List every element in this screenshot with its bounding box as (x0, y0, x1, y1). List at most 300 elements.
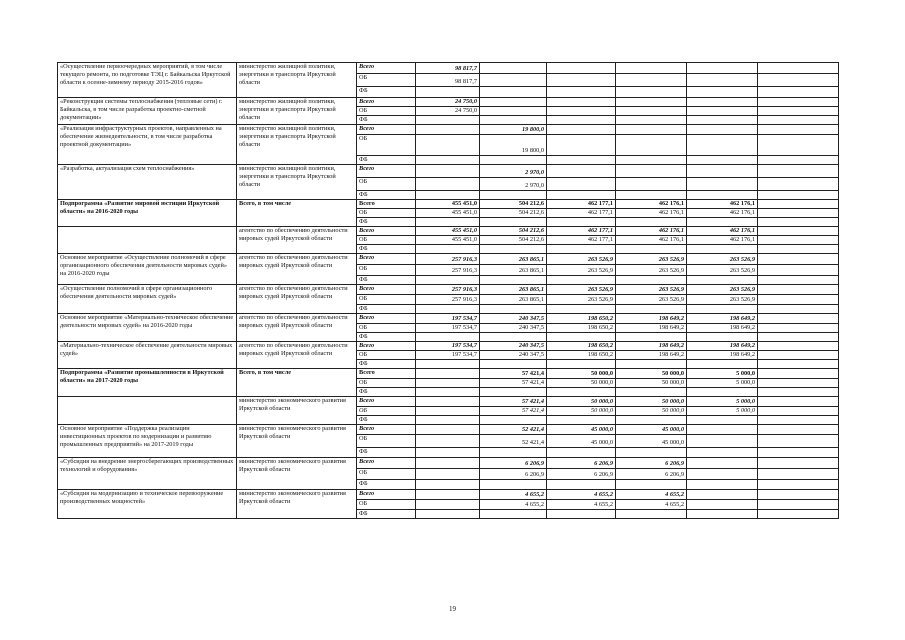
amount-cell (416, 379, 480, 388)
executor-cell: агентство по обеспечению деятельности мировых судей Иркутской области (237, 342, 357, 369)
amount-cell: 462 176,1 (616, 236, 687, 245)
amount-cell (547, 74, 616, 87)
amount-cell (416, 490, 480, 500)
amount-cell (687, 116, 758, 125)
amount-cell (547, 107, 616, 116)
amount-cell (616, 125, 687, 135)
amount-cell: 5 000,0 (687, 407, 758, 416)
funding-source-cell: ОБ (357, 324, 416, 333)
amount-cell: 198 650,2 (547, 342, 616, 351)
amount-cell (416, 305, 480, 314)
table-row (58, 200, 839, 209)
funding-source-cell: ОБ (357, 407, 416, 416)
amount-cell (547, 63, 616, 74)
amount-cell (687, 165, 758, 178)
amount-cell: 198 649,2 (616, 324, 687, 333)
amount-cell (616, 245, 687, 254)
amount-cell (616, 135, 687, 156)
amount-cell: 198 649,2 (687, 351, 758, 360)
funding-source-cell: ОБ (357, 435, 416, 448)
amount-cell (758, 333, 839, 342)
executor-cell: министерство экономического развития Иркутской области (237, 490, 357, 519)
funding-source-cell: Всего (357, 458, 416, 469)
amount-cell (687, 490, 758, 500)
amount-cell: 263 526,9 (547, 285, 616, 295)
amount-cell: 263 526,9 (616, 285, 687, 295)
amount-cell: 263 865,1 (480, 295, 547, 305)
budget-table (57, 62, 839, 519)
amount-cell: 455 451,0 (416, 200, 480, 209)
table-row (58, 397, 839, 407)
amount-cell (687, 360, 758, 369)
amount-cell (758, 265, 839, 276)
amount-cell (687, 218, 758, 227)
amount-cell (687, 458, 758, 469)
amount-cell: 263 526,9 (547, 265, 616, 276)
amount-cell (480, 107, 547, 116)
amount-cell (547, 191, 616, 200)
amount-cell: 45 000,0 (547, 435, 616, 448)
amount-cell (480, 360, 547, 369)
amount-cell (480, 63, 547, 74)
measure-name-cell: Основное мероприятие «Материально-техническое обеспечение деятельности мировых судей» на 2016-2020 годы (58, 314, 237, 342)
amount-cell: 240 347,5 (480, 324, 547, 333)
funding-source-cell: Всего (357, 254, 416, 265)
funding-source-cell: Всего (357, 397, 416, 407)
measure-name-cell: «Осуществление полномочий в сфере организационного обеспечения деятельности мировых судей» (58, 285, 237, 314)
amount-cell (758, 407, 839, 416)
amount-cell (416, 435, 480, 448)
amount-cell (758, 388, 839, 397)
amount-cell (547, 116, 616, 125)
amount-cell: 2 970,0 (480, 165, 547, 178)
amount-cell: 57 421,4 (480, 369, 547, 379)
amount-cell (687, 178, 758, 191)
executor-cell: агентство по обеспечению деятельности мировых судей Иркутской области (237, 254, 357, 285)
amount-cell: 24 750,0 (416, 107, 480, 116)
amount-cell: 462 176,1 (616, 227, 687, 236)
amount-cell (758, 125, 839, 135)
funding-source-cell: Всего (357, 425, 416, 435)
table-row (58, 314, 839, 324)
amount-cell: 504 212,6 (480, 227, 547, 236)
amount-cell (758, 276, 839, 285)
amount-cell: 50 000,0 (616, 379, 687, 388)
amount-cell (758, 369, 839, 379)
amount-cell (758, 227, 839, 236)
amount-cell (547, 98, 616, 107)
amount-cell: 240 347,5 (480, 342, 547, 351)
measure-name-cell: Подпрограмма «Развитие мировой юстиции Иркутской области» на 2016-2020 годы (58, 200, 237, 227)
amount-cell (687, 156, 758, 165)
amount-cell (687, 125, 758, 135)
amount-cell (416, 218, 480, 227)
amount-cell: 57 421,4 (480, 397, 547, 407)
amount-cell (687, 500, 758, 510)
amount-cell (687, 480, 758, 490)
amount-cell (616, 218, 687, 227)
amount-cell (480, 245, 547, 254)
amount-cell (416, 369, 480, 379)
amount-cell (687, 107, 758, 116)
amount-cell: 263 526,9 (616, 265, 687, 276)
amount-cell (616, 156, 687, 165)
amount-cell: 198 650,2 (547, 324, 616, 333)
amount-cell (547, 510, 616, 519)
amount-cell: 462 177,1 (547, 209, 616, 218)
amount-cell: 45 000,0 (616, 435, 687, 448)
amount-cell: 197 534,7 (416, 342, 480, 351)
funding-source-cell: ОБ (357, 469, 416, 480)
amount-cell (687, 245, 758, 254)
amount-cell (687, 435, 758, 448)
amount-cell (416, 178, 480, 191)
amount-cell (758, 448, 839, 458)
amount-cell: 4 655,2 (616, 490, 687, 500)
amount-cell (416, 397, 480, 407)
measure-name-cell: «Осуществление первоочередных мероприятий, в том числе текущего ремонта, по подготовке ТЭЦ г. Байкальска Иркутской области к осенне-зимнему периоду 2015-2016 годов» (58, 63, 237, 98)
amount-cell (758, 379, 839, 388)
amount-cell (616, 276, 687, 285)
funding-source-cell: ОБ (357, 295, 416, 305)
amount-cell (758, 178, 839, 191)
amount-cell (416, 360, 480, 369)
amount-cell (758, 500, 839, 510)
amount-cell (547, 480, 616, 490)
amount-cell: 50 000,0 (616, 407, 687, 416)
funding-source-cell: Всего (357, 314, 416, 324)
amount-cell (687, 98, 758, 107)
amount-cell (547, 360, 616, 369)
table-row (58, 342, 839, 351)
funding-source-cell: ФБ (357, 87, 416, 98)
funding-source-cell: ОБ (357, 379, 416, 388)
amount-cell (758, 397, 839, 407)
amount-cell (758, 351, 839, 360)
amount-cell (616, 98, 687, 107)
amount-cell (616, 480, 687, 490)
table-row (58, 425, 839, 435)
amount-cell (758, 425, 839, 435)
amount-cell (687, 87, 758, 98)
amount-cell: 197 534,7 (416, 314, 480, 324)
table-row (58, 285, 839, 295)
funding-source-cell: ФБ (357, 276, 416, 285)
amount-cell: 50 000,0 (616, 369, 687, 379)
executor-cell: агентство по обеспечению деятельности мировых судей Иркутской области (237, 314, 357, 342)
amount-cell: 504 212,6 (480, 200, 547, 209)
amount-cell: 462 176,1 (616, 200, 687, 209)
amount-cell: 257 916,3 (416, 285, 480, 295)
amount-cell: 4 655,2 (480, 500, 547, 510)
amount-cell (758, 254, 839, 265)
funding-source-cell: ФБ (357, 388, 416, 397)
amount-cell: 462 177,1 (547, 236, 616, 245)
amount-cell (480, 388, 547, 397)
executor-cell: министерство жилищной политики, энергетики и транспорта Иркутской области (237, 98, 357, 125)
amount-cell (687, 510, 758, 519)
measure-name-cell (58, 397, 237, 425)
amount-cell (616, 333, 687, 342)
amount-cell: 504 212,6 (480, 209, 547, 218)
funding-source-cell: ФБ (357, 156, 416, 165)
amount-cell (480, 156, 547, 165)
amount-cell (687, 469, 758, 480)
amount-cell (687, 425, 758, 435)
amount-cell (547, 165, 616, 178)
amount-cell: 240 347,5 (480, 351, 547, 360)
amount-cell (616, 87, 687, 98)
amount-cell: 6 206,9 (480, 458, 547, 469)
amount-cell (758, 469, 839, 480)
measure-name-cell (58, 227, 237, 254)
amount-cell: 198 650,2 (547, 351, 616, 360)
amount-cell (416, 116, 480, 125)
amount-cell (758, 360, 839, 369)
amount-cell: 6 206,9 (616, 469, 687, 480)
amount-cell (416, 333, 480, 342)
table-row (58, 458, 839, 469)
executor-cell: министерство жилищной политики, энергетики и транспорта Иркутской области (237, 165, 357, 200)
amount-cell (547, 135, 616, 156)
funding-source-cell: ОБ (357, 178, 416, 191)
amount-cell: 263 526,9 (687, 285, 758, 295)
amount-cell: 257 916,3 (416, 295, 480, 305)
amount-cell (758, 191, 839, 200)
funding-source-cell: ФБ (357, 116, 416, 125)
amount-cell: 455 451,0 (416, 209, 480, 218)
funding-source-cell: ОБ (357, 265, 416, 276)
amount-cell: 263 526,9 (616, 295, 687, 305)
amount-cell: 45 000,0 (547, 425, 616, 435)
amount-cell (758, 200, 839, 209)
amount-cell: 50 000,0 (547, 379, 616, 388)
amount-cell: 45 000,0 (616, 425, 687, 435)
amount-cell (758, 324, 839, 333)
amount-cell (616, 116, 687, 125)
amount-cell (687, 448, 758, 458)
amount-cell: 50 000,0 (547, 407, 616, 416)
amount-cell: 50 000,0 (547, 397, 616, 407)
amount-cell (416, 407, 480, 416)
amount-cell (480, 480, 547, 490)
funding-source-cell: Всего (357, 285, 416, 295)
amount-cell (547, 276, 616, 285)
amount-cell (616, 74, 687, 87)
funding-source-cell: Всего (357, 125, 416, 135)
measure-name-cell: Основное мероприятие «Осуществление полномочий в сфере организационного обеспечения деятельности мировых судей» на 2016-2020 годы (58, 254, 237, 285)
amount-cell (480, 305, 547, 314)
amount-cell (416, 480, 480, 490)
funding-source-cell: ОБ (357, 236, 416, 245)
amount-cell (758, 245, 839, 254)
amount-cell: 462 176,1 (616, 209, 687, 218)
amount-cell: 263 865,1 (480, 285, 547, 295)
amount-cell (616, 191, 687, 200)
amount-cell: 24 750,0 (416, 98, 480, 107)
amount-cell: 257 916,3 (416, 254, 480, 265)
amount-cell (547, 125, 616, 135)
executor-cell: министерство жилищной политики, энергетики и транспорта Иркутской области (237, 63, 357, 98)
amount-cell (547, 305, 616, 314)
amount-cell: 57 421,4 (480, 407, 547, 416)
amount-cell (480, 74, 547, 87)
amount-cell: 50 000,0 (547, 369, 616, 379)
amount-cell (758, 74, 839, 87)
amount-cell: 4 655,2 (616, 500, 687, 510)
amount-cell: 198 650,2 (547, 314, 616, 324)
amount-cell: 263 526,9 (616, 254, 687, 265)
amount-cell (416, 245, 480, 254)
amount-cell: 197 534,7 (416, 324, 480, 333)
amount-cell: 5 000,0 (687, 369, 758, 379)
table-row (58, 369, 839, 379)
amount-cell (758, 295, 839, 305)
amount-cell: 6 206,9 (547, 469, 616, 480)
amount-cell (616, 360, 687, 369)
amount-cell (547, 87, 616, 98)
executor-cell: Всего, в том числе (237, 200, 357, 227)
executor-cell: Всего, в том числе (237, 369, 357, 397)
executor-cell: министерство экономического развития Иркутской области (237, 425, 357, 458)
amount-cell: 504 212,6 (480, 236, 547, 245)
amount-cell: 198 649,2 (687, 342, 758, 351)
amount-cell: 198 649,2 (616, 342, 687, 351)
amount-cell (758, 63, 839, 74)
amount-cell: 19 800,0 (480, 125, 547, 135)
amount-cell: 263 526,9 (547, 254, 616, 265)
amount-cell (758, 98, 839, 107)
amount-cell: 2 970,0 (480, 178, 547, 191)
amount-cell (687, 191, 758, 200)
amount-cell (480, 191, 547, 200)
amount-cell (616, 448, 687, 458)
amount-cell: 6 206,9 (480, 469, 547, 480)
funding-source-cell: ОБ (357, 209, 416, 218)
measure-name-cell: «Субсидия на внедрение энергосберегающих производственных технологий и оборудования» (58, 458, 237, 490)
amount-cell (758, 305, 839, 314)
amount-cell (416, 458, 480, 469)
amount-cell: 462 177,1 (547, 227, 616, 236)
amount-cell: 462 176,1 (687, 236, 758, 245)
amount-cell: 462 177,1 (547, 200, 616, 209)
amount-cell (416, 135, 480, 156)
amount-cell (758, 107, 839, 116)
table-body (58, 63, 839, 519)
amount-cell: 263 526,9 (687, 265, 758, 276)
amount-cell (758, 435, 839, 448)
amount-cell (547, 178, 616, 191)
amount-cell: 455 451,0 (416, 236, 480, 245)
amount-cell: 4 655,2 (547, 490, 616, 500)
amount-cell (480, 116, 547, 125)
amount-cell (616, 510, 687, 519)
funding-source-cell: ФБ (357, 448, 416, 458)
amount-cell (547, 448, 616, 458)
funding-source-cell: ОБ (357, 351, 416, 360)
amount-cell (416, 125, 480, 135)
funding-source-cell: ОБ (357, 135, 416, 156)
amount-cell (547, 333, 616, 342)
amount-cell (758, 116, 839, 125)
amount-cell (758, 87, 839, 98)
amount-cell (758, 218, 839, 227)
amount-cell: 57 421,4 (480, 379, 547, 388)
amount-cell (416, 87, 480, 98)
funding-source-cell: Всего (357, 63, 416, 74)
amount-cell: 198 649,2 (687, 324, 758, 333)
amount-cell (416, 388, 480, 397)
amount-cell: 263 865,1 (480, 254, 547, 265)
funding-source-cell: ОБ (357, 107, 416, 116)
amount-cell: 455 451,0 (416, 227, 480, 236)
funding-source-cell: ФБ (357, 360, 416, 369)
funding-source-cell: ФБ (357, 333, 416, 342)
executor-cell: министерство экономического развития Иркутской области (237, 458, 357, 490)
funding-source-cell: ОБ (357, 74, 416, 87)
amount-cell: 98 817,7 (416, 74, 480, 87)
amount-cell: 52 421,4 (480, 435, 547, 448)
amount-cell (616, 107, 687, 116)
amount-cell: 263 526,9 (687, 295, 758, 305)
amount-cell: 198 649,2 (687, 314, 758, 324)
funding-source-cell: Всего (357, 369, 416, 379)
amount-cell (416, 156, 480, 165)
amount-cell: 4 655,2 (480, 490, 547, 500)
amount-cell (480, 510, 547, 519)
amount-cell (480, 98, 547, 107)
amount-cell (616, 388, 687, 397)
amount-cell: 263 526,9 (547, 295, 616, 305)
amount-cell (616, 416, 687, 425)
amount-cell (480, 333, 547, 342)
amount-cell (616, 165, 687, 178)
amount-cell (480, 416, 547, 425)
amount-cell (547, 245, 616, 254)
table-row (58, 165, 839, 178)
amount-cell: 198 649,2 (616, 314, 687, 324)
funding-source-cell: ФБ (357, 416, 416, 425)
amount-cell: 98 817,7 (416, 63, 480, 74)
table-row (58, 254, 839, 265)
table-row (58, 63, 839, 74)
amount-cell (616, 305, 687, 314)
amount-cell (547, 156, 616, 165)
funding-source-cell: Всего (357, 200, 416, 209)
amount-cell: 5 000,0 (687, 397, 758, 407)
amount-cell (416, 469, 480, 480)
amount-cell (480, 87, 547, 98)
measure-name-cell: «Материально-техническое обеспечение деятельности мировых судей» (58, 342, 237, 369)
amount-cell: 462 176,1 (687, 227, 758, 236)
amount-cell: 240 347,5 (480, 314, 547, 324)
amount-cell (758, 156, 839, 165)
amount-cell (758, 135, 839, 156)
table-row (58, 125, 839, 135)
funding-source-cell: ФБ (357, 218, 416, 227)
funding-source-cell: Всего (357, 227, 416, 236)
table-row (58, 490, 839, 500)
amount-cell (416, 191, 480, 200)
executor-cell: министерство жилищной политики, энергетики и транспорта Иркутской области (237, 125, 357, 165)
executor-cell: агентство по обеспечению деятельности мировых судей Иркутской области (237, 285, 357, 314)
amount-cell (758, 480, 839, 490)
amount-cell: 263 865,1 (480, 265, 547, 276)
amount-cell: 5 000,0 (687, 379, 758, 388)
amount-cell (758, 314, 839, 324)
amount-cell (616, 63, 687, 74)
funding-source-cell: Всего (357, 342, 416, 351)
